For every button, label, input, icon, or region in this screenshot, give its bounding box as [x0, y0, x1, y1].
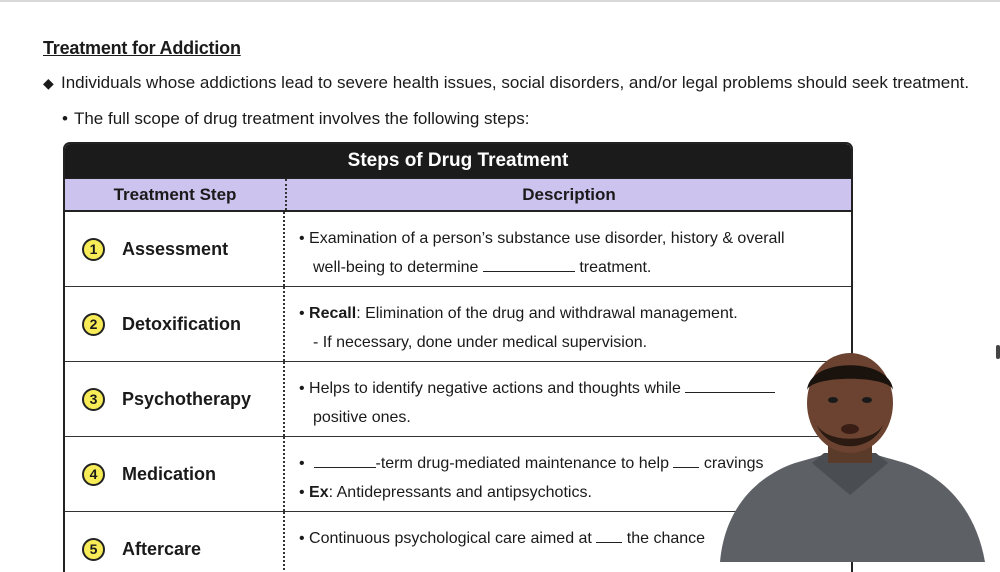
description-line: • Ex: Antidepressants and antipsychotics.: [299, 484, 592, 501]
description-text: the chance: [626, 530, 706, 547]
description-cell: [285, 212, 851, 286]
dot-bullet-icon: •: [62, 109, 68, 128]
presenter-video-overlay: [700, 345, 1000, 562]
description-text: Examination of a person’s substance use disorder, history & overall: [309, 230, 785, 247]
step-label: Detoxification: [122, 313, 242, 334]
description-text: - If necessary, done under medical supervision.: [313, 334, 648, 351]
description-line: • Continuous psychological care aimed at the chance: [299, 530, 706, 547]
description-text: -term drug-mediated maintenance to help: [375, 455, 669, 472]
description-bold-text: Recall: [309, 305, 357, 322]
fill-in-blank: [483, 257, 575, 272]
step-cell: [65, 287, 285, 361]
top-divider: [0, 0, 1000, 2]
description-text: : Antidepressants and antipsychotics.: [328, 484, 592, 501]
description-line: • Recall: Elimination of the drug and withdrawal management.: [299, 305, 738, 322]
main-bullet-text: Individuals whose addictions lead to severe health issues, social disorders, and/or legal problems should seek treatment.: [61, 73, 970, 92]
table-header-row: [65, 178, 851, 212]
description-text: Helps to identify negative actions and thoughts while: [309, 380, 681, 397]
diamond-bullet-icon: ◆: [43, 75, 54, 91]
presenter-mouth: [841, 424, 859, 434]
sub-bullet-text: The full scope of drug treatment involves the following steps:: [73, 109, 530, 128]
description-text: well-being to determine: [313, 259, 479, 276]
description-line: • -term drug-mediated maintenance to help cravings: [299, 455, 764, 472]
step-cell: [65, 362, 285, 436]
fill-in-blank: [596, 528, 622, 543]
header-description: Description: [522, 185, 616, 204]
description-text: : Elimination of the drug and withdrawal management.: [356, 305, 738, 322]
step-cell: [65, 512, 285, 572]
step-cell: [65, 437, 285, 511]
step-number-badge: 3: [82, 388, 105, 411]
description-text: treatment.: [579, 259, 652, 276]
table-title: Steps of Drug Treatment: [65, 144, 851, 178]
description-text: cravings: [703, 455, 764, 472]
table-row: [65, 212, 851, 287]
step-label: Aftercare: [122, 538, 202, 559]
step-number-badge: 5: [82, 538, 105, 561]
step-label: Psychotherapy: [122, 388, 252, 409]
description-line: • Examination of a person’s substance use disorder, history & overall: [299, 230, 785, 247]
fill-in-blank: [314, 453, 376, 468]
step-label: Medication: [122, 463, 217, 484]
step-number-badge: 1: [82, 238, 105, 261]
fill-in-blank: [673, 453, 699, 468]
step-cell: [65, 212, 285, 286]
step-number-badge: 4: [82, 463, 105, 486]
description-text: positive ones.: [313, 409, 411, 426]
description-bold-text: Ex: [309, 484, 329, 501]
presenter-eye-right: [862, 397, 872, 403]
sub-bullet: [62, 109, 529, 129]
edge-marker: [996, 345, 1000, 359]
description-line: • Helps to identify negative actions and thoughts while: [299, 374, 851, 403]
step-label: Assessment: [122, 238, 229, 259]
slide-heading: Treatment for Addiction: [43, 38, 241, 58]
main-bullet: [43, 73, 969, 93]
header-treatment-step: Treatment Step: [65, 179, 287, 210]
description-text: Continuous psychological care aimed at: [309, 530, 592, 547]
presenter-eye-left: [828, 397, 838, 403]
description-line: [299, 253, 851, 282]
step-number-badge: 2: [82, 313, 105, 336]
